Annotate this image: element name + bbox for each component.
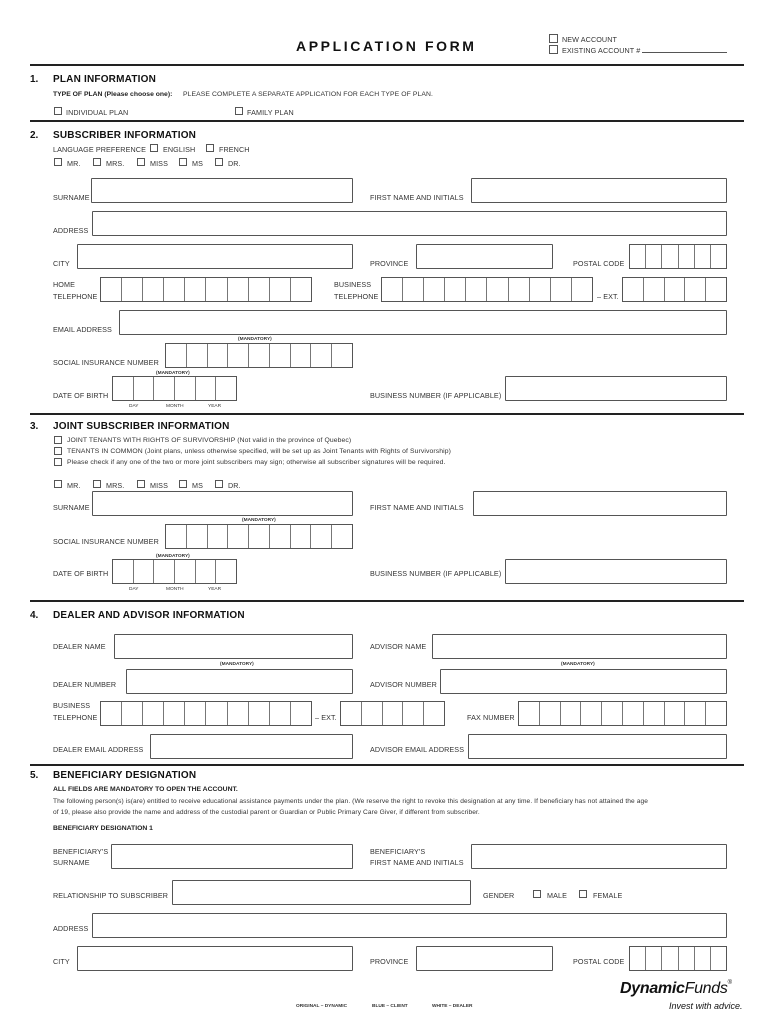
dynamic-funds-logo [620, 980, 732, 998]
joint-title-miss-checkbox[interactable] [137, 480, 145, 488]
beneficiary-first-name-label-2: FIRST NAME AND INITIALS [370, 858, 464, 867]
city-field[interactable] [77, 244, 353, 269]
dealer-ext-field[interactable] [340, 701, 445, 726]
surname-field[interactable] [91, 178, 353, 203]
joint-title-mr-label: MR. [67, 481, 81, 490]
joint-title-mrs-checkbox[interactable] [93, 480, 101, 488]
joint-first-name-field[interactable] [473, 491, 727, 516]
postal-code-field[interactable] [629, 244, 727, 269]
ext-label: – EXT. [597, 292, 619, 301]
tenants-in-common-checkbox[interactable] [54, 447, 62, 455]
joint-title-dr-label: DR. [228, 481, 241, 490]
business-label: BUSINESS [334, 280, 372, 289]
individual-plan-label: INDIVIDUAL PLAN [66, 108, 129, 117]
section-number: 2. [30, 130, 39, 141]
section-title: SUBSCRIBER INFORMATION [53, 130, 197, 141]
dealer-ext-label: – EXT. [315, 713, 337, 722]
joint-business-number-label: BUSINESS NUMBER (IF APPLICABLE) [370, 569, 502, 578]
joint-tenants-label: JOINT TENANTS WITH RIGHTS OF SURVIVORSHIP (Not valid in the province of Quebec) [67, 437, 352, 444]
section-title: PLAN INFORMATION [53, 74, 157, 85]
title-miss-label: MISS [150, 159, 168, 168]
section-number: 3. [30, 421, 39, 432]
province-field[interactable] [416, 244, 553, 269]
address-label: ADDRESS [53, 226, 89, 235]
business-telephone-label: TELEPHONE [334, 292, 379, 301]
dob-day-label: DAY [129, 404, 139, 409]
joint-dob-label: DATE OF BIRTH [53, 569, 109, 578]
fax-label: FAX NUMBER [467, 713, 515, 722]
advisor-email-label: ADVISOR EMAIL ADDRESS [370, 745, 465, 754]
beneficiary-postal-code-label: POSTAL CODE [573, 957, 625, 966]
joint-title-dr-checkbox[interactable] [215, 480, 223, 488]
advisor-name-field[interactable] [432, 634, 727, 659]
language-preference-label: LANGUAGE PREFERENCE [53, 145, 146, 154]
plan-type-label: TYPE OF PLAN (Please choose one): [53, 91, 173, 98]
form-title: APPLICATION FORM [296, 38, 477, 54]
beneficiary-postal-code-field[interactable] [629, 946, 727, 971]
beneficiary-paragraph-line1: The following person(s) is(are) entitled to receive educational assistance payments under the plan. (We reserve the right to revoke this designation at any time. If beneficiary has not attained the age [53, 798, 649, 805]
business-telephone-field[interactable] [381, 277, 593, 302]
copy-original-label: ORIGINAL – DYNAMIC [296, 1004, 348, 1009]
title-mr-label: MR. [67, 159, 81, 168]
dealer-email-field[interactable] [150, 734, 353, 759]
dob-field[interactable] [112, 376, 237, 401]
french-label: FRENCH [219, 145, 250, 154]
dealer-telephone-field[interactable] [100, 701, 312, 726]
email-label: EMAIL ADDRESS [53, 325, 112, 334]
beneficiary-address-field[interactable] [92, 913, 727, 938]
province-label: PROVINCE [370, 259, 409, 268]
dealer-number-field[interactable] [126, 669, 353, 694]
existing-account-checkbox[interactable] [549, 45, 558, 54]
section-number: 1. [30, 74, 39, 85]
dob-label: DATE OF BIRTH [53, 391, 109, 400]
section-divider [30, 600, 744, 602]
gender-female-label: FEMALE [593, 891, 623, 900]
fax-field[interactable] [518, 701, 727, 726]
mandatory-note: (MANDATORY) [156, 554, 190, 559]
any-may-sign-checkbox[interactable] [54, 458, 62, 466]
joint-tenants-checkbox[interactable] [54, 436, 62, 444]
section-divider [30, 413, 744, 415]
joint-sin-field[interactable] [165, 524, 353, 549]
title-mr-checkbox[interactable] [54, 158, 62, 166]
joint-title-mr-checkbox[interactable] [54, 480, 62, 488]
dealer-telephone-label: TELEPHONE [53, 713, 98, 722]
email-field[interactable] [119, 310, 727, 335]
relationship-field[interactable] [172, 880, 471, 905]
home-label: HOME [53, 280, 75, 289]
dealer-business-label: BUSINESS [53, 701, 91, 710]
copy-white-label: WHITE – DEALER [432, 1004, 473, 1009]
beneficiary-province-label: PROVINCE [370, 957, 409, 966]
title-mrs-label: MRS. [106, 159, 125, 168]
logo-registered: ® [727, 980, 733, 986]
individual-plan-checkbox[interactable] [54, 107, 62, 115]
city-label: CITY [53, 259, 70, 268]
mandatory-note: (MANDATORY) [156, 371, 190, 376]
joint-surname-field[interactable] [92, 491, 353, 516]
section-number: 4. [30, 610, 39, 621]
dob-month-label: MONTH [166, 404, 184, 409]
home-telephone-field[interactable] [100, 277, 312, 302]
mandatory-note: (MANDATORY) [242, 518, 276, 523]
home-telephone-label: TELEPHONE [53, 292, 98, 301]
mandatory-fields-note: ALL FIELDS ARE MANDATORY TO OPEN THE ACCOUNT. [53, 786, 238, 793]
joint-business-number-field[interactable] [505, 559, 727, 584]
family-plan-label: FAMILY PLAN [247, 108, 294, 117]
joint-first-name-label: FIRST NAME AND INITIALS [370, 503, 464, 512]
first-name-field[interactable] [471, 178, 727, 203]
title-dr-checkbox[interactable] [215, 158, 223, 166]
joint-surname-label: SURNAME [53, 503, 90, 512]
beneficiary-city-label: CITY [53, 957, 70, 966]
gender-male-checkbox[interactable] [533, 890, 541, 898]
joint-sin-label: SOCIAL INSURANCE NUMBER [53, 537, 159, 546]
logo-tagline: Invest with advice. [669, 1001, 743, 1011]
advisor-name-label: ADVISOR NAME [370, 642, 427, 651]
mandatory-note: (MANDATORY) [220, 662, 254, 667]
beneficiary-surname-field[interactable] [111, 844, 353, 869]
tenants-in-common-label: TENANTS IN COMMON (Joint plans, unless otherwise specified, will be set up as Joint Tenants with Rights of Survivorship) [67, 448, 451, 455]
title-mrs-checkbox[interactable] [93, 158, 101, 166]
beneficiary-first-name-field[interactable] [471, 844, 727, 869]
advisor-number-label: ADVISOR NUMBER [370, 680, 437, 689]
sin-field[interactable] [165, 343, 353, 368]
beneficiary-first-name-label-1: BENEFICIARY'S [370, 847, 426, 856]
advisor-email-field[interactable] [468, 734, 727, 759]
section-title: BENEFICIARY DESIGNATION [53, 770, 197, 781]
beneficiary-designation-heading: BENEFICIARY DESIGNATION 1 [53, 825, 153, 832]
copy-blue-label: BLUE – CLIENT [372, 1004, 408, 1009]
section-number: 5. [30, 770, 39, 781]
ext-field[interactable] [622, 277, 727, 302]
sin-label: SOCIAL INSURANCE NUMBER [53, 358, 159, 367]
beneficiary-surname-label-2: SURNAME [53, 858, 90, 867]
dealer-email-label: DEALER EMAIL ADDRESS [53, 745, 144, 754]
title-dr-label: DR. [228, 159, 241, 168]
joint-title-miss-label: MISS [150, 481, 168, 490]
gender-label: GENDER [483, 891, 515, 900]
section-divider [30, 64, 744, 66]
business-number-label: BUSINESS NUMBER (IF APPLICABLE) [370, 391, 502, 400]
french-checkbox[interactable] [206, 144, 214, 152]
section-divider [30, 764, 744, 766]
joint-dob-month-label: MONTH [166, 587, 184, 592]
joint-title-mrs-label: MRS. [106, 481, 125, 490]
business-number-field[interactable] [505, 376, 727, 401]
logo-brand-bold: Dynamic [620, 980, 685, 997]
advisor-number-field[interactable] [440, 669, 727, 694]
section-title: JOINT SUBSCRIBER INFORMATION [53, 421, 230, 432]
gender-female-checkbox[interactable] [579, 890, 587, 898]
any-may-sign-label: Please check if any one of the two or more joint subscribers may sign; otherwise all subscriber signatures will be required. [67, 459, 446, 466]
english-label: ENGLISH [163, 145, 196, 154]
joint-title-ms-checkbox[interactable] [179, 480, 187, 488]
joint-dob-field[interactable] [112, 559, 237, 584]
new-account-label: NEW ACCOUNT [562, 35, 618, 44]
mandatory-note: (MANDATORY) [561, 662, 595, 667]
beneficiary-address-label: ADDRESS [53, 924, 89, 933]
dealer-name-field[interactable] [114, 634, 353, 659]
section-title: DEALER AND ADVISOR INFORMATION [53, 610, 245, 621]
dealer-name-label: DEALER NAME [53, 642, 106, 651]
existing-account-number-field[interactable] [642, 52, 727, 53]
logo-brand-regular: Funds [684, 980, 728, 997]
family-plan-checkbox[interactable] [235, 107, 243, 115]
joint-dob-day-label: DAY [129, 587, 139, 592]
gender-male-label: MALE [547, 891, 567, 900]
title-miss-checkbox[interactable] [137, 158, 145, 166]
surname-label: SURNAME [53, 193, 90, 202]
postal-code-label: POSTAL CODE [573, 259, 625, 268]
beneficiary-province-field[interactable] [416, 946, 553, 971]
beneficiary-paragraph-line2: of 19, please also provide the name and address of the custodial parent or Guardian or Public Primary Care Giver, if different from subscriber. [53, 809, 480, 816]
beneficiary-city-field[interactable] [77, 946, 353, 971]
title-ms-checkbox[interactable] [179, 158, 187, 166]
joint-title-ms-label: MS [192, 481, 203, 490]
address-field[interactable] [92, 211, 727, 236]
relationship-label: RELATIONSHIP TO SUBSCRIBER [53, 891, 169, 900]
new-account-checkbox[interactable] [549, 34, 558, 43]
dealer-number-label: DEALER NUMBER [53, 680, 117, 689]
beneficiary-surname-label-1: BENEFICIARY'S [53, 847, 109, 856]
plan-type-note: PLEASE COMPLETE A SEPARATE APPLICATION FOR EACH TYPE OF PLAN. [183, 91, 433, 98]
mandatory-note: (MANDATORY) [238, 337, 272, 342]
english-checkbox[interactable] [150, 144, 158, 152]
first-name-label: FIRST NAME AND INITIALS [370, 193, 464, 202]
title-ms-label: MS [192, 159, 203, 168]
section-divider [30, 120, 744, 122]
joint-dob-year-label: YEAR [208, 587, 222, 592]
existing-account-label: EXISTING ACCOUNT # [562, 46, 641, 55]
dob-year-label: YEAR [208, 404, 222, 409]
